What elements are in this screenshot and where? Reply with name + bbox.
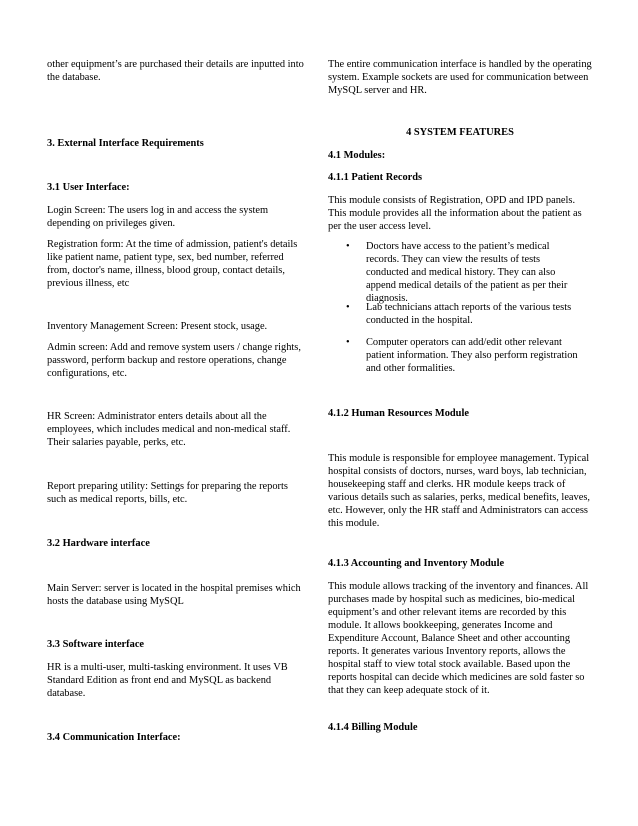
accounting-inventory-paragraph: This module allows tracking of the inventory and finances. All purchases made by hospital such as medicines, bio-medical equipment’s and other relevant items are recorded by this module. It allows bookkeeping, generates Income and Expenditure Account, Balance Sheet and other accounting reports. It generates various Inventory reports, allows the hospital staff to view total stock available. Based upon the reports hospital can decide which medicines are sold faster so that they can keep adequate stock of it.	[328, 581, 589, 696]
heading-software-interface: 3.3 Software interface	[47, 639, 145, 650]
heading-communication-interface: 3.4 Communication Interface:	[47, 732, 181, 743]
heading-patient-records: 4.1.1 Patient Records	[328, 172, 423, 183]
hr-screen-paragraph: HR Screen: Administrator enters details about all the employees, which includes medical and non-medical staff. Their salaries payable, perks, etc.	[47, 411, 291, 448]
heading-external-interface: 3. External Interface Requirements	[47, 138, 204, 149]
human-resources-paragraph: This module is responsible for employee management. Typical hospital consists of doctors, nurses, ward boys, lab technician, housekeeping staff and clerks. HR module keeps track of various details such as salaries, perks, medical benefits, leaves, etc. However, only the HR staff and Administrators can access this module.	[328, 453, 590, 529]
bullet-text: Doctors have access to the patient’s medical records. They can view the results of tests conducted and medical history. They can also append medical details of the patient as per their diagnosis.	[366, 241, 568, 304]
bullet-item-doctors	[346, 240, 586, 304]
heading-billing-module: 4.1.4 Billing Module	[328, 722, 418, 733]
heading-accounting-inventory-module: 4.1.3 Accounting and Inventory Module	[328, 558, 505, 569]
bullet-text: Lab technicians attach reports of the various tests conducted in the hospital.	[366, 302, 572, 326]
bullet-icon: •	[346, 337, 350, 348]
bullet-icon: •	[346, 241, 350, 252]
bullet-icon: •	[346, 302, 350, 313]
heading-system-features: 4 SYSTEM FEATURES	[406, 127, 514, 138]
heading-user-interface: 3.1 User Interface:	[47, 182, 130, 193]
registration-form-paragraph: Registration form: At the time of admission, patient's details like patient name, patient type, sex, bed number, referred from, doctor's name, illness, blood group, contact details, previous illness, etc	[47, 239, 298, 289]
admin-screen-paragraph: Admin screen: Add and remove system users / change rights, password, perform backup and restore operations, change configurations, etc.	[47, 342, 301, 379]
intro-paragraph: other equipment’s are purchased their details are inputted into the database.	[47, 59, 304, 83]
report-utility-paragraph: Report preparing utility: Settings for preparing the reports such as medical reports, bills, etc.	[47, 481, 288, 505]
login-screen-paragraph: Login Screen: The users log in and access the system depending on privileges given.	[47, 205, 269, 229]
software-interface-paragraph: HR is a multi-user, multi-tasking environment. It uses VB Standard Edition as front end and MySQL as backend database.	[47, 662, 288, 699]
patient-records-paragraph: This module consists of Registration, OPD and IPD panels. This module provides all the information about the patient as per the user access level.	[328, 195, 582, 232]
heading-modules: 4.1 Modules:	[328, 150, 386, 161]
inventory-screen-paragraph: Inventory Management Screen: Present stock, usage.	[47, 321, 268, 332]
bullet-text: Computer operators can add/edit other relevant patient information. They also perform registration and other formalities.	[366, 337, 578, 374]
heading-hardware-interface: 3.2 Hardware interface	[47, 538, 150, 549]
communication-paragraph: The entire communication interface is handled by the operating system. Example sockets are used for communication between MySQL server and HR.	[328, 59, 592, 96]
heading-human-resources-module: 4.1.2 Human Resources Module	[328, 408, 469, 419]
main-server-paragraph: Main Server: server is located in the hospital premises which hosts the database using MySQL	[47, 583, 301, 607]
bullet-item-lab-technicians	[346, 301, 586, 327]
bullet-item-computer-operators	[346, 336, 586, 375]
